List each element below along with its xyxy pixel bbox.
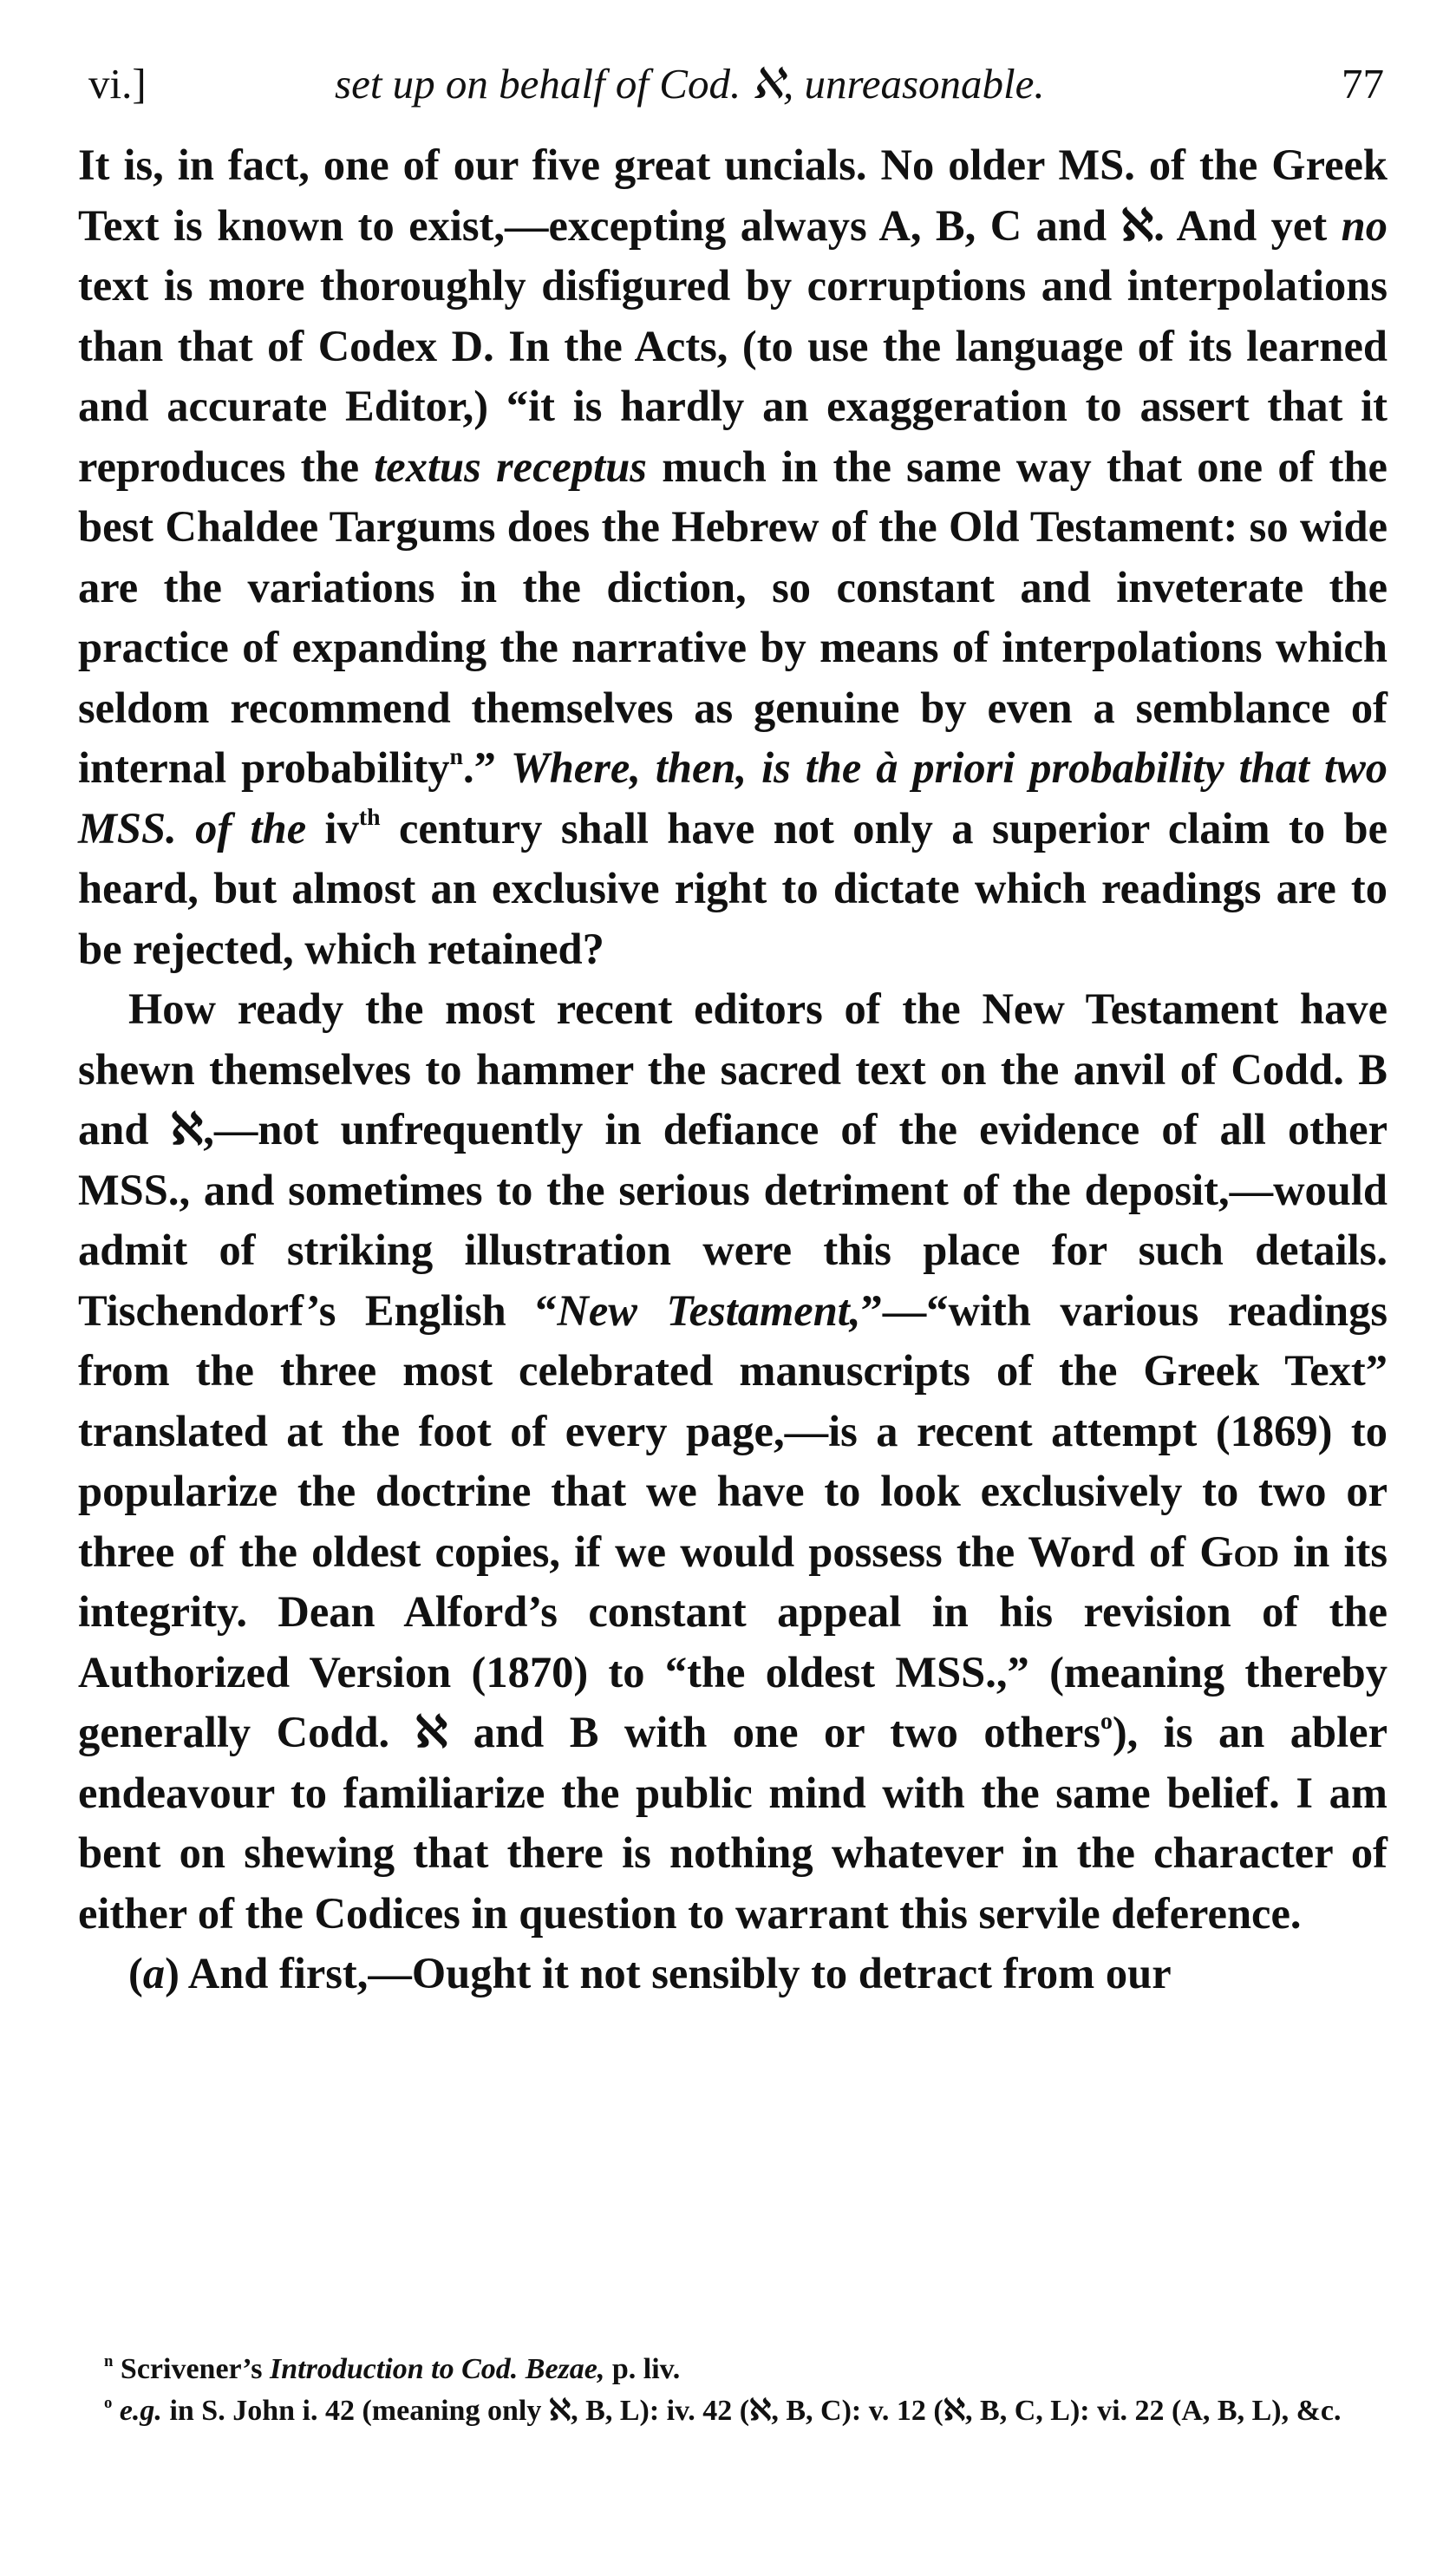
text-span: century shall have not only a superior claim to be heard, but almost an exclusive right to dictate which readings are to be rejected, which retained? (78, 803, 1388, 973)
text-span: text is more thoroughly disfigured by corruptions and interpolations than that of Codex D. In the Acts, (to use the language of its learned and accurate Editor,) “it is hardly an exaggeration to assert that it reproduces the (78, 261, 1388, 491)
chapter-marker: vi.] (88, 60, 147, 108)
abbreviation: e.g. (119, 2395, 162, 2427)
book-title: New Testament, (557, 1285, 861, 1335)
text-span: .” (462, 743, 511, 792)
running-header (83, 45, 1384, 123)
main-text (78, 135, 1388, 2004)
footnote-ref-o: o (1100, 1708, 1113, 1736)
footnote-mark: o (104, 2393, 113, 2412)
text-span: It is, in fact, one of our five great uncials. No older MS. of the Greek Text is known to exist,—excepting always A, B, C and ℵ. And yet (78, 141, 1388, 250)
footnote-n (83, 2349, 1388, 2390)
latin-phrase: à priori (876, 743, 1015, 792)
text-span: Scrivener’s (113, 2353, 271, 2385)
italic-question: Where, then, is the (510, 743, 877, 792)
paragraph-3 (78, 1944, 1388, 2004)
text-span: ( (128, 1949, 143, 1997)
text-span: much in the same way that one of the best Chaldee Targums does the Hebrew of the Old Testament: so wide are the variations in the diction, so constant and inveterate the practice of expanding the narrative by means of interpolations which seldom recommend themselves as genuine by even a semblance of internal probability (78, 441, 1388, 792)
text-span: How ready the most recent editors of the New Testament have shewn themselves to hammer the sacred text on the anvil of Codd. B and ℵ,—not unfrequently in defiance of the evidence of all other MSS., and sometimes to the serious detriment of the deposit,—would admit of striking illustration were this place for such details. Tischendorf’s English “ (78, 984, 1388, 1335)
text-span: in S. John i. 42 (meaning only ℵ, B, L): iv. 42 (ℵ, B, C): v. 12 (ℵ, B, C, L): vi. 22 (A, B, L), &c. (161, 2395, 1342, 2427)
footnote-ref-n: n (449, 743, 463, 771)
text-span: ”—“with various readings from the three most celebrated manuscripts of the Greek Text” translated at the foot of every page,—is a recent attempt (1869) to popularize the doctrine that we have to look exclusively to two or three of the oldest copies, if we would possess the Word of (78, 1285, 1388, 1576)
emphasis: no (1341, 200, 1388, 250)
paragraph-2 (78, 979, 1388, 1944)
text-span (112, 2395, 120, 2427)
italic-question: probability that two MSS. of the (78, 743, 1388, 853)
text-span: p. liv. (604, 2353, 681, 2385)
latin-phrase: textus receptus (374, 441, 647, 491)
book-title: Introduction to Cod. Bezae, (270, 2353, 605, 2385)
small-caps-word: God (1199, 1527, 1280, 1576)
footnote-o (83, 2390, 1388, 2432)
text-span: iv (306, 803, 359, 853)
text-span: ), is an abler endeavour to familiarize the public mind with the same belief. I am bent on shewing that there is nothing whatever in the character of either of the Codices in question to warrant this servile deference. (78, 1708, 1388, 1938)
list-letter: a (142, 1949, 166, 1997)
text-span: in its integrity. Dean Alford’s constant appeal in his revision of the Authorized Version (1870) to “the oldest MSS.,” (meaning thereby generally Codd. ℵ and B with one or two others (78, 1527, 1388, 1756)
footnotes (83, 2349, 1388, 2432)
paragraph-1 (78, 135, 1388, 979)
ordinal-suffix: th (358, 803, 381, 831)
text-span: ) And first,—Ought it not sensibly to detract from our (165, 1949, 1172, 1997)
page-number: 77 (1342, 60, 1384, 108)
running-title: set up on behalf of Cod. ℵ, unreasonable. (335, 60, 1045, 108)
footnote-mark: n (104, 2351, 114, 2370)
